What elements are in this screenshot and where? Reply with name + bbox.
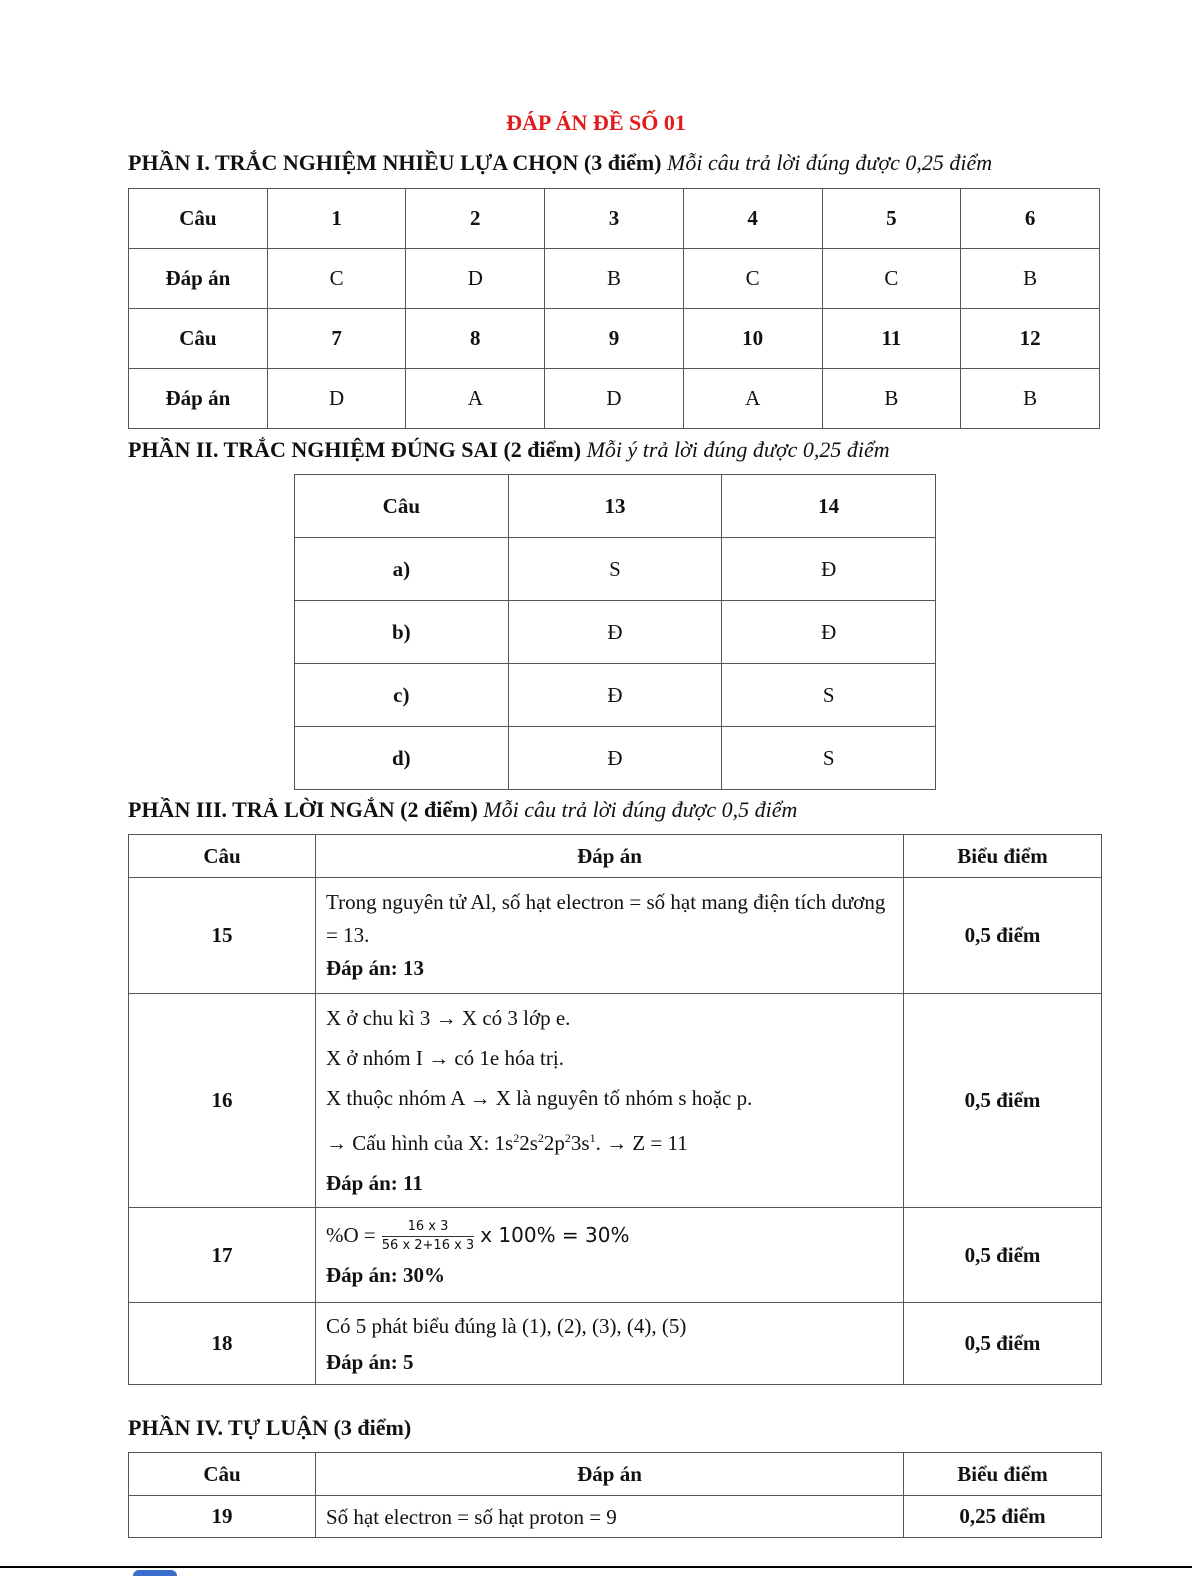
answer-cell [316, 1303, 904, 1385]
answer-text: Có 5 phát biểu đúng là (1), (2), (3), (4), (5) [326, 1313, 687, 1338]
part1-table [128, 188, 1100, 429]
table-row [295, 601, 936, 664]
row-label: Câu [129, 189, 268, 249]
answer-cell: 3 [545, 189, 684, 249]
header-dap-an: Đáp án [316, 835, 904, 878]
question-number: 19 [129, 1496, 316, 1538]
table-header-row [129, 835, 1102, 878]
answer-cell: 10 [683, 309, 822, 369]
table-row [129, 878, 1102, 994]
answer-cell: 14 [722, 475, 936, 538]
row-label: Đáp án [129, 249, 268, 309]
answer-text: X ở chu kì 3 → X có 3 lớp e. [326, 1006, 571, 1030]
part2-title: PHẦN II. TRẮC NGHIỆM ĐÚNG SAI (2 điểm) [128, 437, 582, 462]
part1-note: Mỗi câu trả lời đúng được 0,25 điểm [667, 150, 993, 175]
row-label: c) [295, 664, 509, 727]
row-label: Câu [295, 475, 509, 538]
header-bieu-diem: Biểu điểm [904, 835, 1102, 878]
answer-cell: Đ [722, 601, 936, 664]
answer-result: Đáp án: 30% [326, 1263, 446, 1288]
table-row [295, 538, 936, 601]
part3-title: PHẦN III. TRẢ LỜI NGẮN (2 điểm) [128, 797, 478, 822]
answer-cell: D [406, 249, 545, 309]
answer-cell: C [683, 249, 822, 309]
score: 0,5 điểm [904, 1208, 1102, 1303]
answer-cell: B [545, 249, 684, 309]
question-number: 16 [129, 994, 316, 1208]
answer-cell: C [267, 249, 406, 309]
config-suffix: . → Z = 11 [595, 1131, 688, 1155]
table-row [295, 475, 936, 538]
answer-cell: A [406, 369, 545, 429]
header-cau: Câu [129, 835, 316, 878]
formula-rhs: x 100% = 30% [480, 1222, 630, 1247]
answer-cell: S [722, 727, 936, 790]
part2-note: Mỗi ý trả lời đúng được 0,25 điểm [586, 437, 890, 462]
part1-heading [128, 150, 992, 176]
table-row [129, 1208, 1102, 1303]
answer-cell [316, 994, 904, 1208]
document-title: ĐÁP ÁN ĐỀ SỐ 01 [506, 110, 686, 135]
electron-configuration: → Cấu hình của X: $1s^22s^22p^23s^1$. → Z = 11 [326, 1131, 688, 1155]
part3-note: Mỗi câu trả lời đúng được 0,5 điểm [483, 797, 798, 822]
answer-result: Đáp án: 11 [326, 1171, 423, 1195]
answer-cell: 8 [406, 309, 545, 369]
answer-cell: C [822, 249, 961, 309]
header-bieu-diem: Biểu điểm [904, 1453, 1102, 1496]
answer-cell: 9 [545, 309, 684, 369]
part4-table [128, 1452, 1102, 1538]
row-label: b) [295, 601, 509, 664]
config-prefix: → Cấu hình của X: 1s [326, 1131, 514, 1155]
answer-cell [316, 878, 904, 994]
answer-text: X ở nhóm I → có 1e hóa trị. [326, 1046, 564, 1070]
answer-cell: 1 [267, 189, 406, 249]
header-dap-an: Đáp án [316, 1453, 904, 1496]
table-header-row [129, 1453, 1102, 1496]
answer-cell [316, 1208, 904, 1303]
answer-cell: Đ [722, 538, 936, 601]
answer-cell: 13 [508, 475, 722, 538]
answer-cell: 2 [406, 189, 545, 249]
part2-table [294, 474, 936, 790]
score: 0,5 điểm [904, 1303, 1102, 1385]
part2-heading [128, 437, 890, 463]
answer-cell: 12 [961, 309, 1100, 369]
formula-lhs: %O = [326, 1222, 376, 1247]
table-row [295, 727, 936, 790]
row-label: d) [295, 727, 509, 790]
table-row [129, 189, 1100, 249]
table-row [129, 309, 1100, 369]
answer-cell: 11 [822, 309, 961, 369]
question-number: 17 [129, 1208, 316, 1303]
answer-text: Số hạt electron = số hạt proton = 9 [316, 1496, 904, 1538]
page-divider [0, 1566, 1192, 1568]
answer-cell: Đ [508, 601, 722, 664]
answer-cell: B [961, 249, 1100, 309]
header-cau: Câu [129, 1453, 316, 1496]
question-number: 18 [129, 1303, 316, 1385]
table-row [129, 994, 1102, 1208]
answer-cell: B [822, 369, 961, 429]
answer-cell: 5 [822, 189, 961, 249]
denominator: 56 x 2+16 x 3 [381, 1238, 475, 1254]
answer-cell: D [545, 369, 684, 429]
answer-cell: 6 [961, 189, 1100, 249]
answer-cell: Đ [508, 727, 722, 790]
table-row [129, 369, 1100, 429]
answer-text: X thuộc nhóm A → X là nguyên tố nhóm s hoặc p. [326, 1086, 753, 1110]
part4-title: PHẦN IV. TỰ LUẬN (3 điểm) [128, 1415, 412, 1440]
formula [326, 1215, 893, 1256]
question-number: 15 [129, 878, 316, 994]
score: 0,5 điểm [904, 994, 1102, 1208]
row-label: a) [295, 538, 509, 601]
score: 0,5 điểm [904, 878, 1102, 994]
row-label: Câu [129, 309, 268, 369]
answer-cell: B [961, 369, 1100, 429]
numerator: 16 x 3 [382, 1218, 474, 1237]
table-row [129, 1303, 1102, 1385]
score: 0,25 điểm [904, 1496, 1102, 1538]
table-row [129, 249, 1100, 309]
answer-cell: A [683, 369, 822, 429]
row-label: Đáp án [129, 369, 268, 429]
fraction [382, 1218, 474, 1255]
answer-cell: S [508, 538, 722, 601]
table-row [295, 664, 936, 727]
logo-icon [133, 1570, 177, 1576]
answer-cell: Đ [508, 664, 722, 727]
part3-heading [128, 797, 797, 823]
table-row [129, 1496, 1102, 1538]
answer-cell: S [722, 664, 936, 727]
part4-heading [128, 1415, 411, 1441]
answer-text: Trong nguyên tử Al, số hạt electron = số hạt mang điện tích dương = 13. [326, 890, 886, 947]
answer-cell: 4 [683, 189, 822, 249]
part3-table [128, 834, 1102, 1385]
answer-result: Đáp án: 5 [326, 1349, 414, 1374]
answer-cell: D [267, 369, 406, 429]
answer-result: Đáp án: 13 [326, 956, 425, 980]
part1-title: PHẦN I. TRẮC NGHIỆM NHIỀU LỰA CHỌN (3 điểm) [128, 150, 662, 175]
answer-cell: 7 [267, 309, 406, 369]
